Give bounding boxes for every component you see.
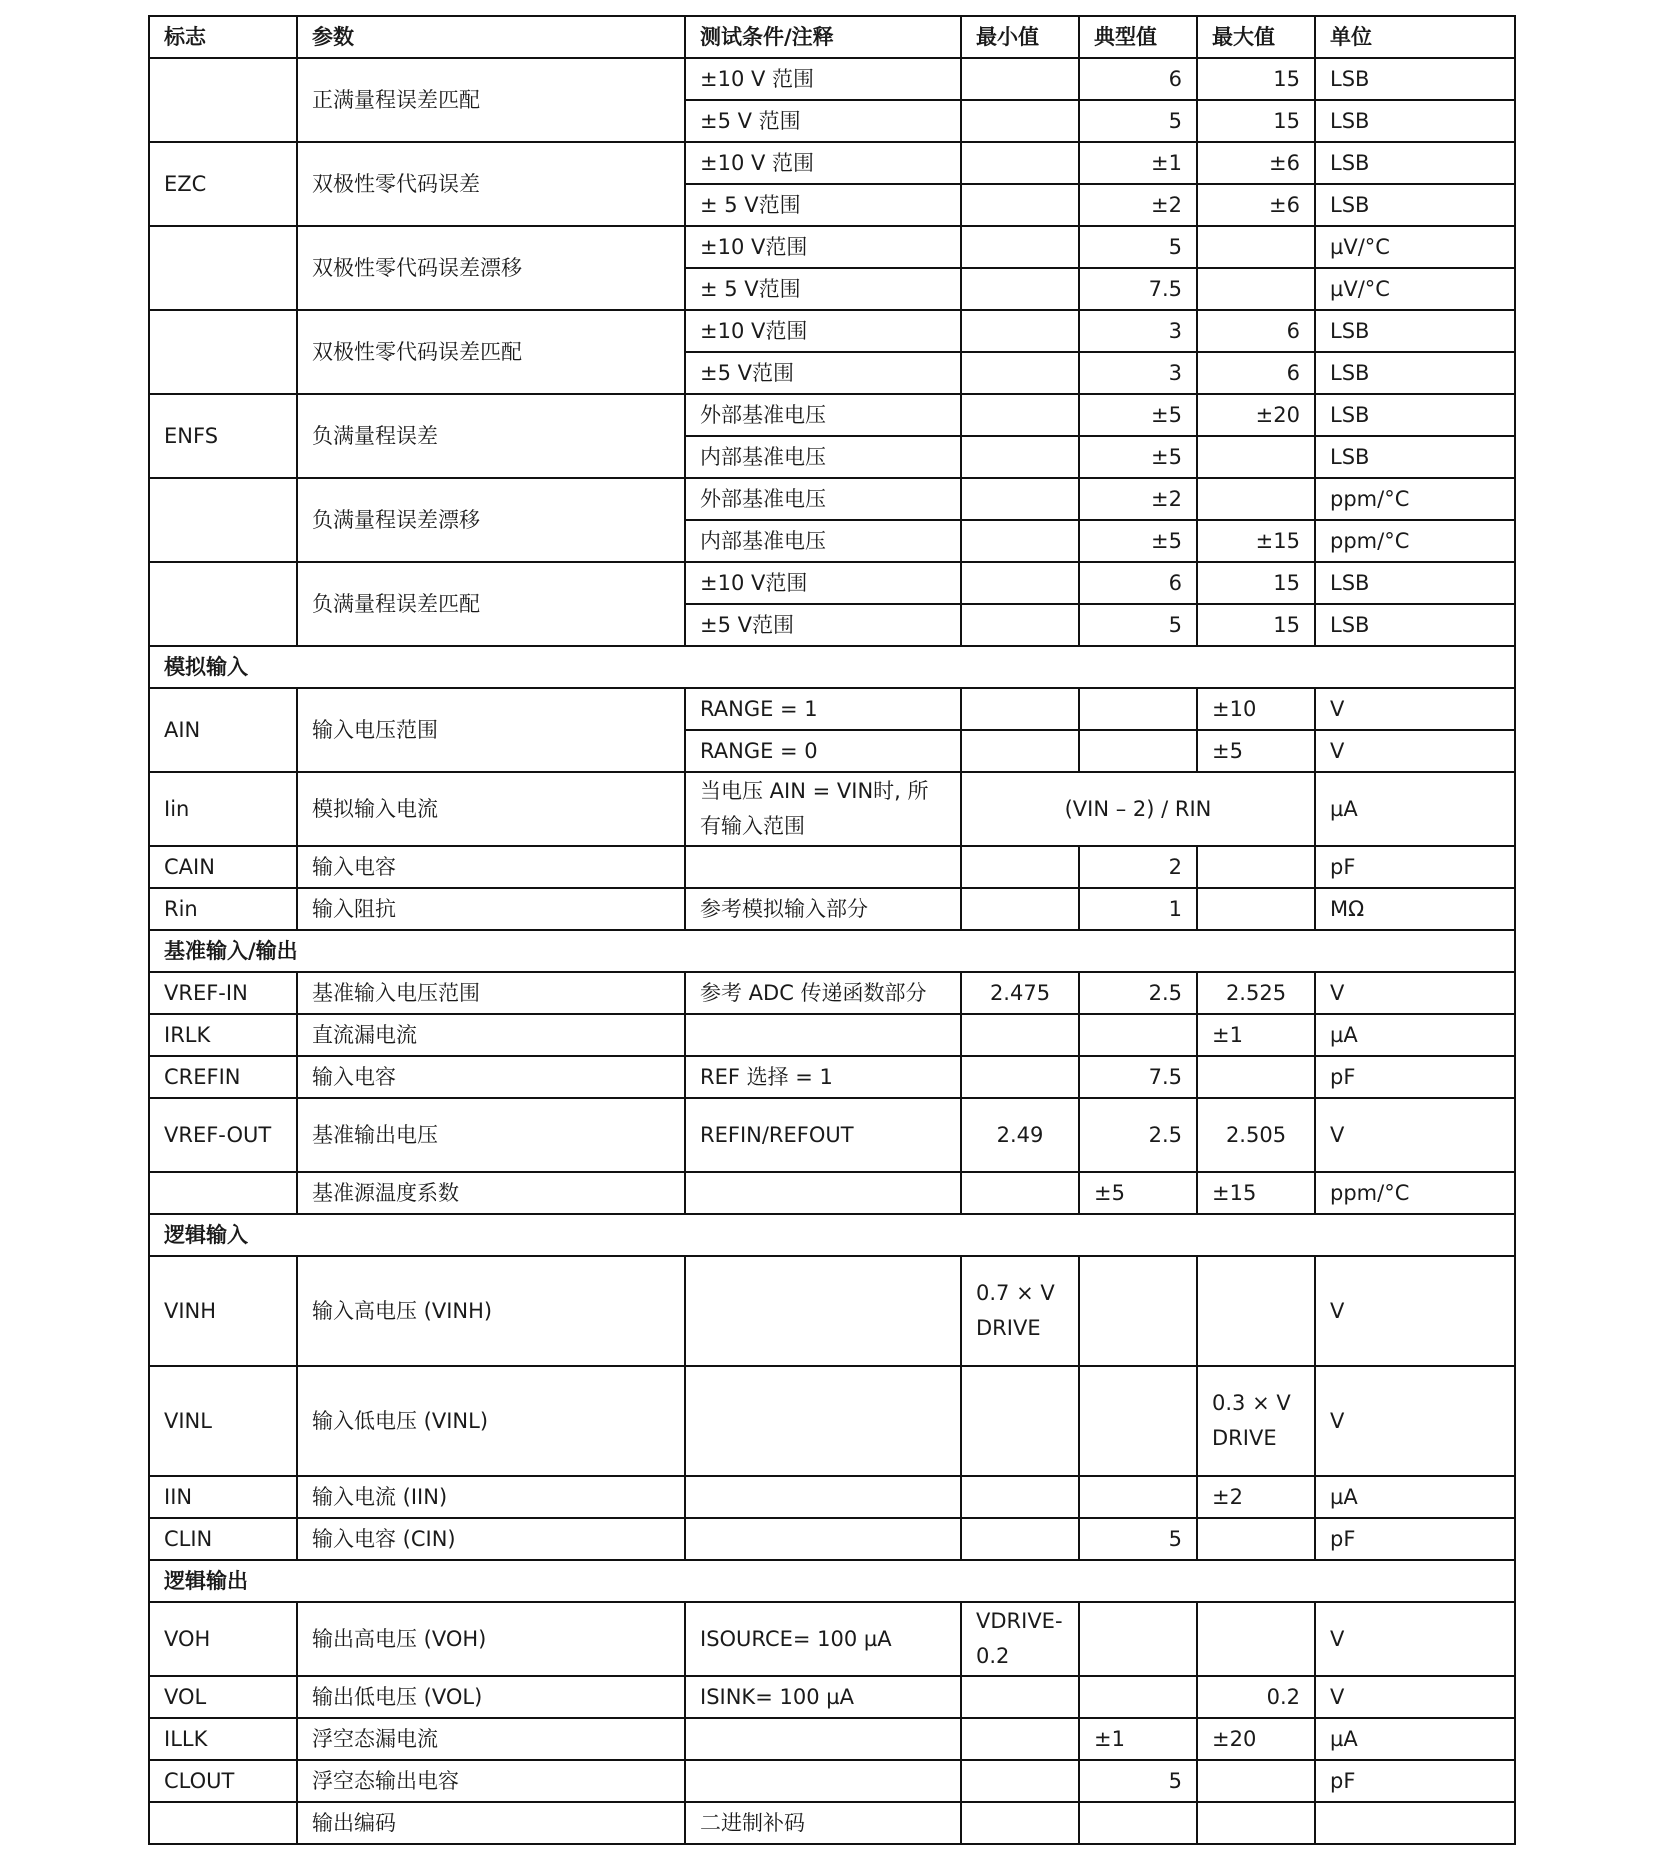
cond-cell: 内部基准电压 [685, 436, 961, 478]
unit-cell: V [1315, 1098, 1515, 1172]
max-cell [1197, 1602, 1315, 1676]
cond-cell: REFIN/REFOUT [685, 1098, 961, 1172]
param-cell: 负满量程误差匹配 [297, 562, 685, 646]
typ-cell [1079, 1014, 1197, 1056]
unit-cell: ppm/°C [1315, 478, 1515, 520]
min-cell [961, 688, 1079, 730]
cond-cell: ±10 V 范围 [685, 142, 961, 184]
cond-cell: ±10 V 范围 [685, 58, 961, 100]
min-cell [961, 1172, 1079, 1214]
unit-cell: V [1315, 1676, 1515, 1718]
symbol-cell [149, 1172, 297, 1214]
min-cell [961, 1802, 1079, 1844]
param-cell: 输出编码 [297, 1802, 685, 1844]
param-cell: 浮空态漏电流 [297, 1718, 685, 1760]
typ-cell: 6 [1079, 562, 1197, 604]
symbol-cell: VREF-OUT [149, 1098, 297, 1172]
table-row [149, 1056, 1515, 1098]
param-cell: 直流漏电流 [297, 1014, 685, 1056]
cond-cell: 外部基准电压 [685, 478, 961, 520]
cond-cell: ±10 V范围 [685, 310, 961, 352]
symbol-cell: IRLK [149, 1014, 297, 1056]
max-cell: 2.505 [1197, 1098, 1315, 1172]
table-row [149, 772, 1515, 846]
table-row [149, 562, 1515, 604]
max-cell: 15 [1197, 562, 1315, 604]
typ-cell [1079, 1256, 1197, 1366]
table-row [149, 1676, 1515, 1718]
unit-cell: V [1315, 972, 1515, 1014]
min-cell [961, 100, 1079, 142]
header-symbol: 标志 [149, 16, 297, 58]
cond-cell [685, 1718, 961, 1760]
table-row [149, 1602, 1515, 1676]
max-cell: ±1 [1197, 1014, 1315, 1056]
max-cell: ±2 [1197, 1476, 1315, 1518]
min-cell [961, 888, 1079, 930]
min-cell [961, 1014, 1079, 1056]
param-cell: 输入高电压 (VINH) [297, 1256, 685, 1366]
param-cell: 输出高电压 (VOH) [297, 1602, 685, 1676]
table-row [149, 1256, 1515, 1366]
section-header: 模拟输入 [149, 646, 1515, 688]
cond-cell: RANGE = 0 [685, 730, 961, 772]
table-row [149, 1366, 1515, 1476]
min-cell [961, 604, 1079, 646]
unit-cell: LSB [1315, 562, 1515, 604]
table-row [149, 972, 1515, 1014]
param-cell: 模拟输入电流 [297, 772, 685, 846]
min-cell [961, 478, 1079, 520]
symbol-cell: IIN [149, 1476, 297, 1518]
unit-cell: µA [1315, 1476, 1515, 1518]
cond-cell: ±5 V 范围 [685, 100, 961, 142]
table-row [149, 1014, 1515, 1056]
cond-cell [685, 1172, 961, 1214]
symbol-cell: VINL [149, 1366, 297, 1476]
min-cell [961, 268, 1079, 310]
max-cell [1197, 436, 1315, 478]
unit-cell: V [1315, 688, 1515, 730]
header-typ: 典型值 [1079, 16, 1197, 58]
max-cell [1197, 1056, 1315, 1098]
cond-cell: 二进制补码 [685, 1802, 961, 1844]
typ-cell: 7.5 [1079, 1056, 1197, 1098]
max-cell: 0.3 × VDRIVE [1197, 1366, 1315, 1476]
min-cell [961, 1718, 1079, 1760]
unit-cell: LSB [1315, 394, 1515, 436]
symbol-cell: CLOUT [149, 1760, 297, 1802]
max-cell: 0.2 [1197, 1676, 1315, 1718]
table-row [149, 142, 1515, 184]
table-row [149, 1718, 1515, 1760]
param-cell: 负满量程误差漂移 [297, 478, 685, 562]
unit-cell: µV/°C [1315, 226, 1515, 268]
min-cell: VDRIVE-0.2 [961, 1602, 1079, 1676]
max-cell: ±5 [1197, 730, 1315, 772]
symbol-cell: CREFIN [149, 1056, 297, 1098]
table-row [149, 1476, 1515, 1518]
table-row [149, 1760, 1515, 1802]
param-cell: 输入阻抗 [297, 888, 685, 930]
cond-cell: 当电压 AIN = VIN时, 所有输入范围 [685, 772, 961, 846]
param-cell: 双极性零代码误差漂移 [297, 226, 685, 310]
table-row [149, 846, 1515, 888]
param-cell: 输入低电压 (VINL) [297, 1366, 685, 1476]
typ-cell: 1 [1079, 888, 1197, 930]
symbol-cell [149, 478, 297, 562]
header-cond: 测试条件/注释 [685, 16, 961, 58]
table-row [149, 1172, 1515, 1214]
cond-cell: ± 5 V范围 [685, 268, 961, 310]
param-cell: 双极性零代码误差 [297, 142, 685, 226]
table-row [149, 478, 1515, 520]
cond-cell: 外部基准电压 [685, 394, 961, 436]
typ-cell [1079, 688, 1197, 730]
min-cell [961, 394, 1079, 436]
typ-cell [1079, 1676, 1197, 1718]
max-cell: 6 [1197, 310, 1315, 352]
symbol-cell: EZC [149, 142, 297, 226]
unit-cell: ppm/°C [1315, 520, 1515, 562]
header-row [149, 16, 1515, 58]
max-cell [1197, 226, 1315, 268]
typ-cell: 2.5 [1079, 1098, 1197, 1172]
unit-cell: µA [1315, 772, 1515, 846]
cond-cell [685, 1014, 961, 1056]
typ-cell: 3 [1079, 310, 1197, 352]
table-row [149, 888, 1515, 930]
section-header: 逻辑输入 [149, 1214, 1515, 1256]
typ-cell: ±1 [1079, 1718, 1197, 1760]
min-cell [961, 520, 1079, 562]
section-row [149, 1560, 1515, 1602]
symbol-cell [149, 1802, 297, 1844]
min-cell [961, 58, 1079, 100]
table-row [149, 310, 1515, 352]
typ-cell: 7.5 [1079, 268, 1197, 310]
symbol-cell: CLIN [149, 1518, 297, 1560]
min-cell [961, 1476, 1079, 1518]
max-cell: 15 [1197, 100, 1315, 142]
max-cell [1197, 268, 1315, 310]
symbol-cell: VINH [149, 1256, 297, 1366]
min-cell [961, 562, 1079, 604]
table-row [149, 58, 1515, 100]
cond-cell: ±10 V范围 [685, 226, 961, 268]
table-row [149, 226, 1515, 268]
min-cell [961, 846, 1079, 888]
min-cell [961, 184, 1079, 226]
max-cell: ±6 [1197, 142, 1315, 184]
table-row [149, 1802, 1515, 1844]
max-cell: 6 [1197, 352, 1315, 394]
symbol-cell: ENFS [149, 394, 297, 478]
typ-cell: 5 [1079, 1760, 1197, 1802]
param-cell: 基准源温度系数 [297, 1172, 685, 1214]
table-row [149, 1518, 1515, 1560]
param-cell: 输入电容 [297, 1056, 685, 1098]
table-row [149, 1098, 1515, 1172]
typ-cell: 5 [1079, 226, 1197, 268]
section-row [149, 646, 1515, 688]
symbol-cell: VOH [149, 1602, 297, 1676]
unit-cell: µA [1315, 1718, 1515, 1760]
min-cell [961, 310, 1079, 352]
unit-cell: LSB [1315, 352, 1515, 394]
typ-cell: 2.5 [1079, 972, 1197, 1014]
typ-cell: 5 [1079, 604, 1197, 646]
max-cell: ±20 [1197, 1718, 1315, 1760]
max-cell [1197, 1802, 1315, 1844]
min-cell: 2.475 [961, 972, 1079, 1014]
param-cell: 输入电流 (IIN) [297, 1476, 685, 1518]
cond-cell: ± 5 V范围 [685, 184, 961, 226]
symbol-cell: ILLK [149, 1718, 297, 1760]
min-cell [961, 226, 1079, 268]
section-header: 基准输入/输出 [149, 930, 1515, 972]
max-cell: ±6 [1197, 184, 1315, 226]
cond-cell: 参考 ADC 传递函数部分 [685, 972, 961, 1014]
unit-cell: V [1315, 730, 1515, 772]
unit-cell: V [1315, 1602, 1515, 1676]
min-cell [961, 1760, 1079, 1802]
section-header: 逻辑输出 [149, 1560, 1515, 1602]
min-cell: 2.49 [961, 1098, 1079, 1172]
cond-cell: REF 选择 = 1 [685, 1056, 961, 1098]
typ-cell: ±5 [1079, 436, 1197, 478]
typ-cell: ±2 [1079, 478, 1197, 520]
max-cell: 15 [1197, 58, 1315, 100]
max-cell [1197, 478, 1315, 520]
param-cell: 输出低电压 (VOL) [297, 1676, 685, 1718]
symbol-cell [149, 226, 297, 310]
cond-cell [685, 1760, 961, 1802]
typ-cell [1079, 1366, 1197, 1476]
unit-cell: µV/°C [1315, 268, 1515, 310]
param-cell: 基准输出电压 [297, 1098, 685, 1172]
min-cell [961, 436, 1079, 478]
cond-cell: 参考模拟输入部分 [685, 888, 961, 930]
unit-cell: LSB [1315, 604, 1515, 646]
param-cell: 输入电容 (CIN) [297, 1518, 685, 1560]
unit-cell: pF [1315, 1518, 1515, 1560]
max-cell [1197, 1760, 1315, 1802]
table-row [149, 394, 1515, 436]
typ-cell: ±5 [1079, 1172, 1197, 1214]
cond-cell [685, 1366, 961, 1476]
max-cell [1197, 846, 1315, 888]
typ-cell [1079, 1802, 1197, 1844]
unit-cell: LSB [1315, 58, 1515, 100]
spec-table [148, 15, 1516, 1845]
min-cell [961, 1056, 1079, 1098]
param-cell: 正满量程误差匹配 [297, 58, 685, 142]
min-cell [961, 1676, 1079, 1718]
typ-cell: 3 [1079, 352, 1197, 394]
min-cell [961, 352, 1079, 394]
unit-cell: V [1315, 1366, 1515, 1476]
cond-cell: ISOURCE= 100 µA [685, 1602, 961, 1676]
cond-cell: ±5 V范围 [685, 604, 961, 646]
unit-cell: LSB [1315, 142, 1515, 184]
cond-cell: ISINK= 100 µA [685, 1676, 961, 1718]
header-max: 最大值 [1197, 16, 1315, 58]
unit-cell: MΩ [1315, 888, 1515, 930]
unit-cell: µA [1315, 1014, 1515, 1056]
header-param: 参数 [297, 16, 685, 58]
min-cell: 0.7 × VDRIVE [961, 1256, 1079, 1366]
max-cell: ±15 [1197, 1172, 1315, 1214]
typ-cell: 5 [1079, 100, 1197, 142]
symbol-cell [149, 58, 297, 142]
section-row [149, 1214, 1515, 1256]
symbol-cell [149, 562, 297, 646]
header-min: 最小值 [961, 16, 1079, 58]
section-row [149, 930, 1515, 972]
unit-cell: pF [1315, 846, 1515, 888]
param-cell: 基准输入电压范围 [297, 972, 685, 1014]
cond-cell: ±5 V范围 [685, 352, 961, 394]
typ-cell: ±5 [1079, 394, 1197, 436]
unit-cell: pF [1315, 1760, 1515, 1802]
typ-cell [1079, 1602, 1197, 1676]
max-cell: 15 [1197, 604, 1315, 646]
min-cell [961, 730, 1079, 772]
symbol-cell: Rin [149, 888, 297, 930]
param-cell: 浮空态输出电容 [297, 1760, 685, 1802]
cond-cell: 内部基准电压 [685, 520, 961, 562]
param-cell: 输入电容 [297, 846, 685, 888]
unit-cell [1315, 1802, 1515, 1844]
param-cell: 负满量程误差 [297, 394, 685, 478]
cond-cell [685, 1518, 961, 1560]
typ-cell [1079, 1476, 1197, 1518]
symbol-cell: VOL [149, 1676, 297, 1718]
unit-cell: pF [1315, 1056, 1515, 1098]
symbol-cell: CAIN [149, 846, 297, 888]
param-cell: 输入电压范围 [297, 688, 685, 772]
cond-cell [685, 1256, 961, 1366]
header-unit: 单位 [1315, 16, 1515, 58]
unit-cell: ppm/°C [1315, 1172, 1515, 1214]
max-cell [1197, 1518, 1315, 1560]
typ-cell: ±1 [1079, 142, 1197, 184]
symbol-cell: VREF-IN [149, 972, 297, 1014]
typ-cell: 6 [1079, 58, 1197, 100]
unit-cell: LSB [1315, 436, 1515, 478]
symbol-cell: Iin [149, 772, 297, 846]
typ-cell [1079, 730, 1197, 772]
typ-cell: 5 [1079, 1518, 1197, 1560]
unit-cell: V [1315, 1256, 1515, 1366]
cond-cell [685, 1476, 961, 1518]
symbol-cell [149, 310, 297, 394]
cond-cell: RANGE = 1 [685, 688, 961, 730]
merged-value-cell: (VIN – 2) / RIN [961, 772, 1315, 846]
typ-cell: ±5 [1079, 520, 1197, 562]
max-cell: ±10 [1197, 688, 1315, 730]
max-cell: ±15 [1197, 520, 1315, 562]
min-cell [961, 1518, 1079, 1560]
max-cell: ±20 [1197, 394, 1315, 436]
min-cell [961, 1366, 1079, 1476]
unit-cell: LSB [1315, 184, 1515, 226]
max-cell [1197, 1256, 1315, 1366]
unit-cell: LSB [1315, 100, 1515, 142]
typ-cell: 2 [1079, 846, 1197, 888]
cond-cell: ±10 V范围 [685, 562, 961, 604]
symbol-cell: AIN [149, 688, 297, 772]
unit-cell: LSB [1315, 310, 1515, 352]
cond-cell [685, 846, 961, 888]
param-cell: 双极性零代码误差匹配 [297, 310, 685, 394]
max-cell [1197, 888, 1315, 930]
typ-cell: ±2 [1079, 184, 1197, 226]
max-cell: 2.525 [1197, 972, 1315, 1014]
min-cell [961, 142, 1079, 184]
table-row [149, 688, 1515, 730]
